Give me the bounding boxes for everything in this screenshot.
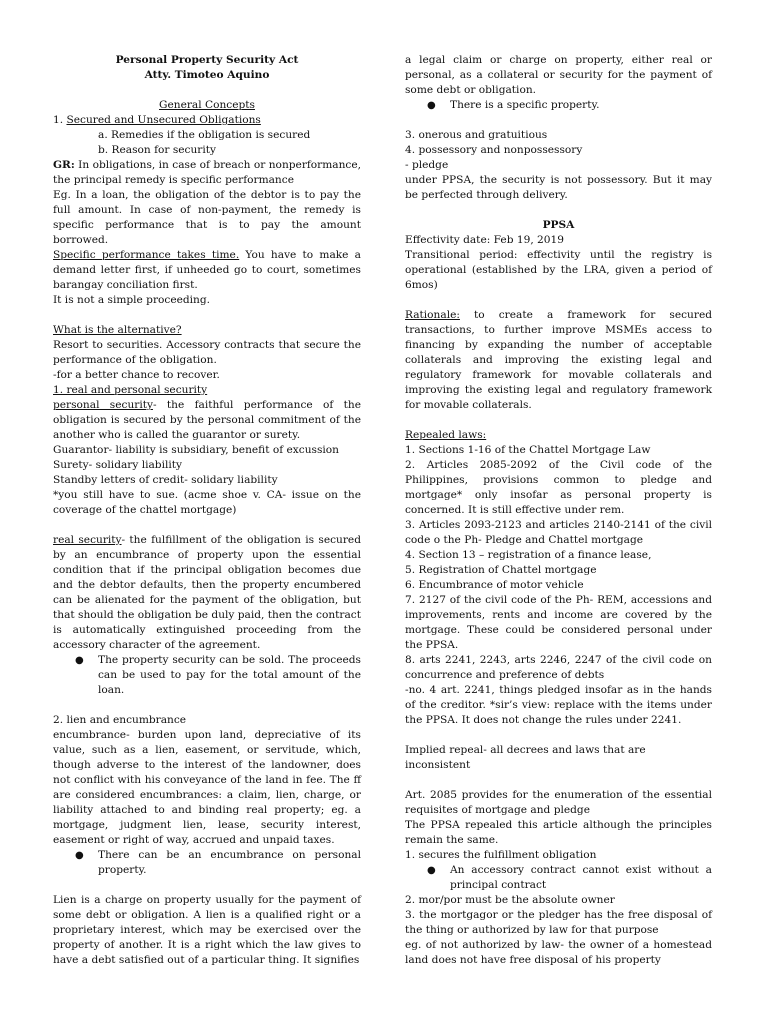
repealed-item-1: 1. Sections 1-16 of the Chattel Mortgage Law — [405, 444, 651, 456]
loan-example-paragraph: Eg. In a loan, the obligation of the debtor is to pay the full amount. In case of non-payment, the remedy is specific performance that is to pay the amount borrowed. — [53, 189, 361, 246]
left-column — [53, 53, 361, 968]
document-author: Atty. Timoteo Aquino — [144, 69, 270, 81]
onerous-line: 3. onerous and gratuitious — [405, 129, 548, 141]
section-1-heading: 1. Secured and Unsecured Obligations — [53, 114, 261, 126]
general-concepts-heading: General Concepts — [159, 99, 255, 111]
repealed-article-paragraph: The PPSA repealed this article although the principles remain the same. — [405, 819, 712, 846]
bullet-icon: ● — [75, 850, 84, 861]
pledge-line: - pledge — [405, 159, 449, 171]
requisite-2: 2. mor/por must be the absolute owner — [405, 894, 615, 906]
general-rule-paragraph: GR: In obligations, in case of breach or nonperformance, the principal remedy is specific performance — [53, 159, 361, 186]
personal-security-paragraph: personal security- the faithful performance of the obligation is secured by the personal commitment of the another who is called the guarantor or surety. — [53, 399, 361, 441]
repealed-item-5: 5. Registration of Chattel mortgage — [405, 564, 597, 576]
bullet-item: ● There is a specific property. — [427, 99, 600, 111]
ppsa-heading: PPSA — [542, 219, 575, 231]
bullet-icon: ● — [427, 100, 436, 111]
alternative-heading: What is the alternative? — [53, 324, 182, 336]
rationale-paragraph: Rationale: to create a framework for secured transactions, to further improve MSMEs access to financing by expanding the number of acceptable collaterals and improving the existing legal and regulatory framework for movable collaterals and improving the existing legal and regulatory framework for movable collaterals. — [405, 309, 712, 411]
real-security-paragraph: real security- the fulfillment of the obligation is secured by an encumbrance of property upon the essential condition that if the principal obligation becomes due and the debtor defaults, then the property encumbered can be alienated for the payment of the obligation, but that should the obligation be duly paid, then the contract is automatically extinguished proceeding from the accessory character of the agreement. — [53, 534, 361, 651]
surety-line: Surety- solidary liability — [53, 459, 182, 471]
bullet-item: ● The property security can be sold. The proceeds can be used to pay for the total amount of the loan. — [75, 654, 361, 696]
requisite-1: 1. secures the fulfillment obligation — [405, 849, 597, 861]
repealed-item-2: 2. Articles 2085-2092 of the Civil code of the Philippines, provisions common to pledge and mortgage* only insofar as personal property is concerned. It is still effective under rem. — [405, 459, 712, 516]
document-title: Personal Property Security Act — [115, 54, 299, 66]
repealed-item-7: 7. 2127 of the civil code of the Ph- REM, accessions and improvements, rents and income are covered by the mortgage. These could be considered personal under the PPSA. — [405, 594, 712, 651]
repealed-item-4: 4. Section 13 – registration of a finance lease, — [405, 549, 652, 561]
bullet-icon: ● — [427, 865, 436, 876]
specific-performance-paragraph: Specific performance takes time. You have to make a demand letter first, if unheeded go to court, sometimes barangay conciliation first. — [53, 249, 361, 291]
possessory-line: 4. possessory and nonpossessory — [405, 144, 583, 156]
repealed-item-8b: -no. 4 art. 2241, things pledged insofar as in the hands of the creditor. *sir’s view: replace with the items under the PPSA. It does not change the rules under 2241. — [405, 684, 712, 726]
real-personal-heading: 1. real and personal security — [53, 384, 208, 396]
under-ppsa-paragraph: under PPSA, the security is not possessory. But it may be perfected through delivery. — [405, 174, 712, 201]
sub-item-b: b. Reason for security — [98, 144, 216, 156]
standby-line: Standby letters of credit- solidary liability — [53, 474, 278, 486]
acme-note: *you still have to sue. (acme shoe v. CA- issue on the coverage of the chattel mortgage) — [53, 489, 361, 516]
lien-continuation: a legal claim or charge on property, either real or personal, as a collateral or security for the payment of some debt or obligation. — [405, 54, 712, 96]
homestead-example: eg. of not authorized by law- the owner of a homestead land does not have free disposal of his property — [405, 939, 712, 966]
bullet-item: ● An accessory contract cannot exist without a principal contract — [427, 864, 712, 891]
guarantor-line: Guarantor- liability is subsidiary, benefit of excussion — [53, 444, 339, 456]
lien-heading: 2. lien and encumbrance — [53, 714, 187, 726]
repealed-laws-heading: Repealed laws: — [405, 429, 487, 441]
art-2085-paragraph: Art. 2085 provides for the enumeration of the essential requisites of mortgage and pledge — [405, 789, 712, 816]
lien-paragraph: Lien is a charge on property usually for the payment of some debt or obligation. A lien is a qualified right or a proprietary interest, which may be exercised over the property of another. It is a right which the law gives to have a debt satisfied out of a particular thing. It signifies — [53, 894, 361, 966]
transitional-paragraph: Transitional period: effectivity until the registry is operational (established by the LRA, given a period of 6mos) — [405, 249, 712, 291]
repealed-item-3: 3. Articles 2093-2123 and articles 2140-2141 of the civil code o the Ph- Pledge and Chattel mortgage — [405, 519, 712, 546]
requisite-3: 3. the mortgagor or the pledger has the free disposal of the thing or authorized by law for that purpose — [405, 909, 712, 936]
bullet-item: ● There can be an encumbrance on personal property. — [75, 849, 361, 876]
effectivity-line: Effectivity date: Feb 19, 2019 — [405, 234, 565, 246]
implied-repeal-line: Implied repeal- all decrees and laws that are inconsistent — [405, 744, 646, 771]
sub-item-a: a. Remedies if the obligation is secured — [98, 129, 311, 141]
repealed-item-6: 6. Encumbrance of motor vehicle — [405, 579, 584, 591]
right-column — [405, 53, 712, 968]
bullet-icon: ● — [75, 655, 84, 666]
resort-paragraph: Resort to securities. Accessory contracts that secure the performance of the obligation. — [53, 339, 361, 366]
not-simple-line: It is not a simple proceeding. — [53, 294, 211, 306]
better-chance-line: -for a better chance to recover. — [53, 369, 220, 381]
repealed-item-8: 8. arts 2241, 2243, arts 2246, 2247 of the civil code on concurrence and preference of debts — [405, 654, 712, 681]
encumbrance-paragraph: encumbrance- burden upon land, depreciative of its value, such as a lien, easement, or servitude, which, though adverse to the interest of the landowner, does not conflict with his conveyance of the land in fee. The ff are considered encumbrances: a claim, lien, charge, or liability attached to and binding real property; eg. a mortgage, judgment lien, lease, security interest, easement or right of way, accrued and unpaid taxes. — [53, 729, 361, 846]
